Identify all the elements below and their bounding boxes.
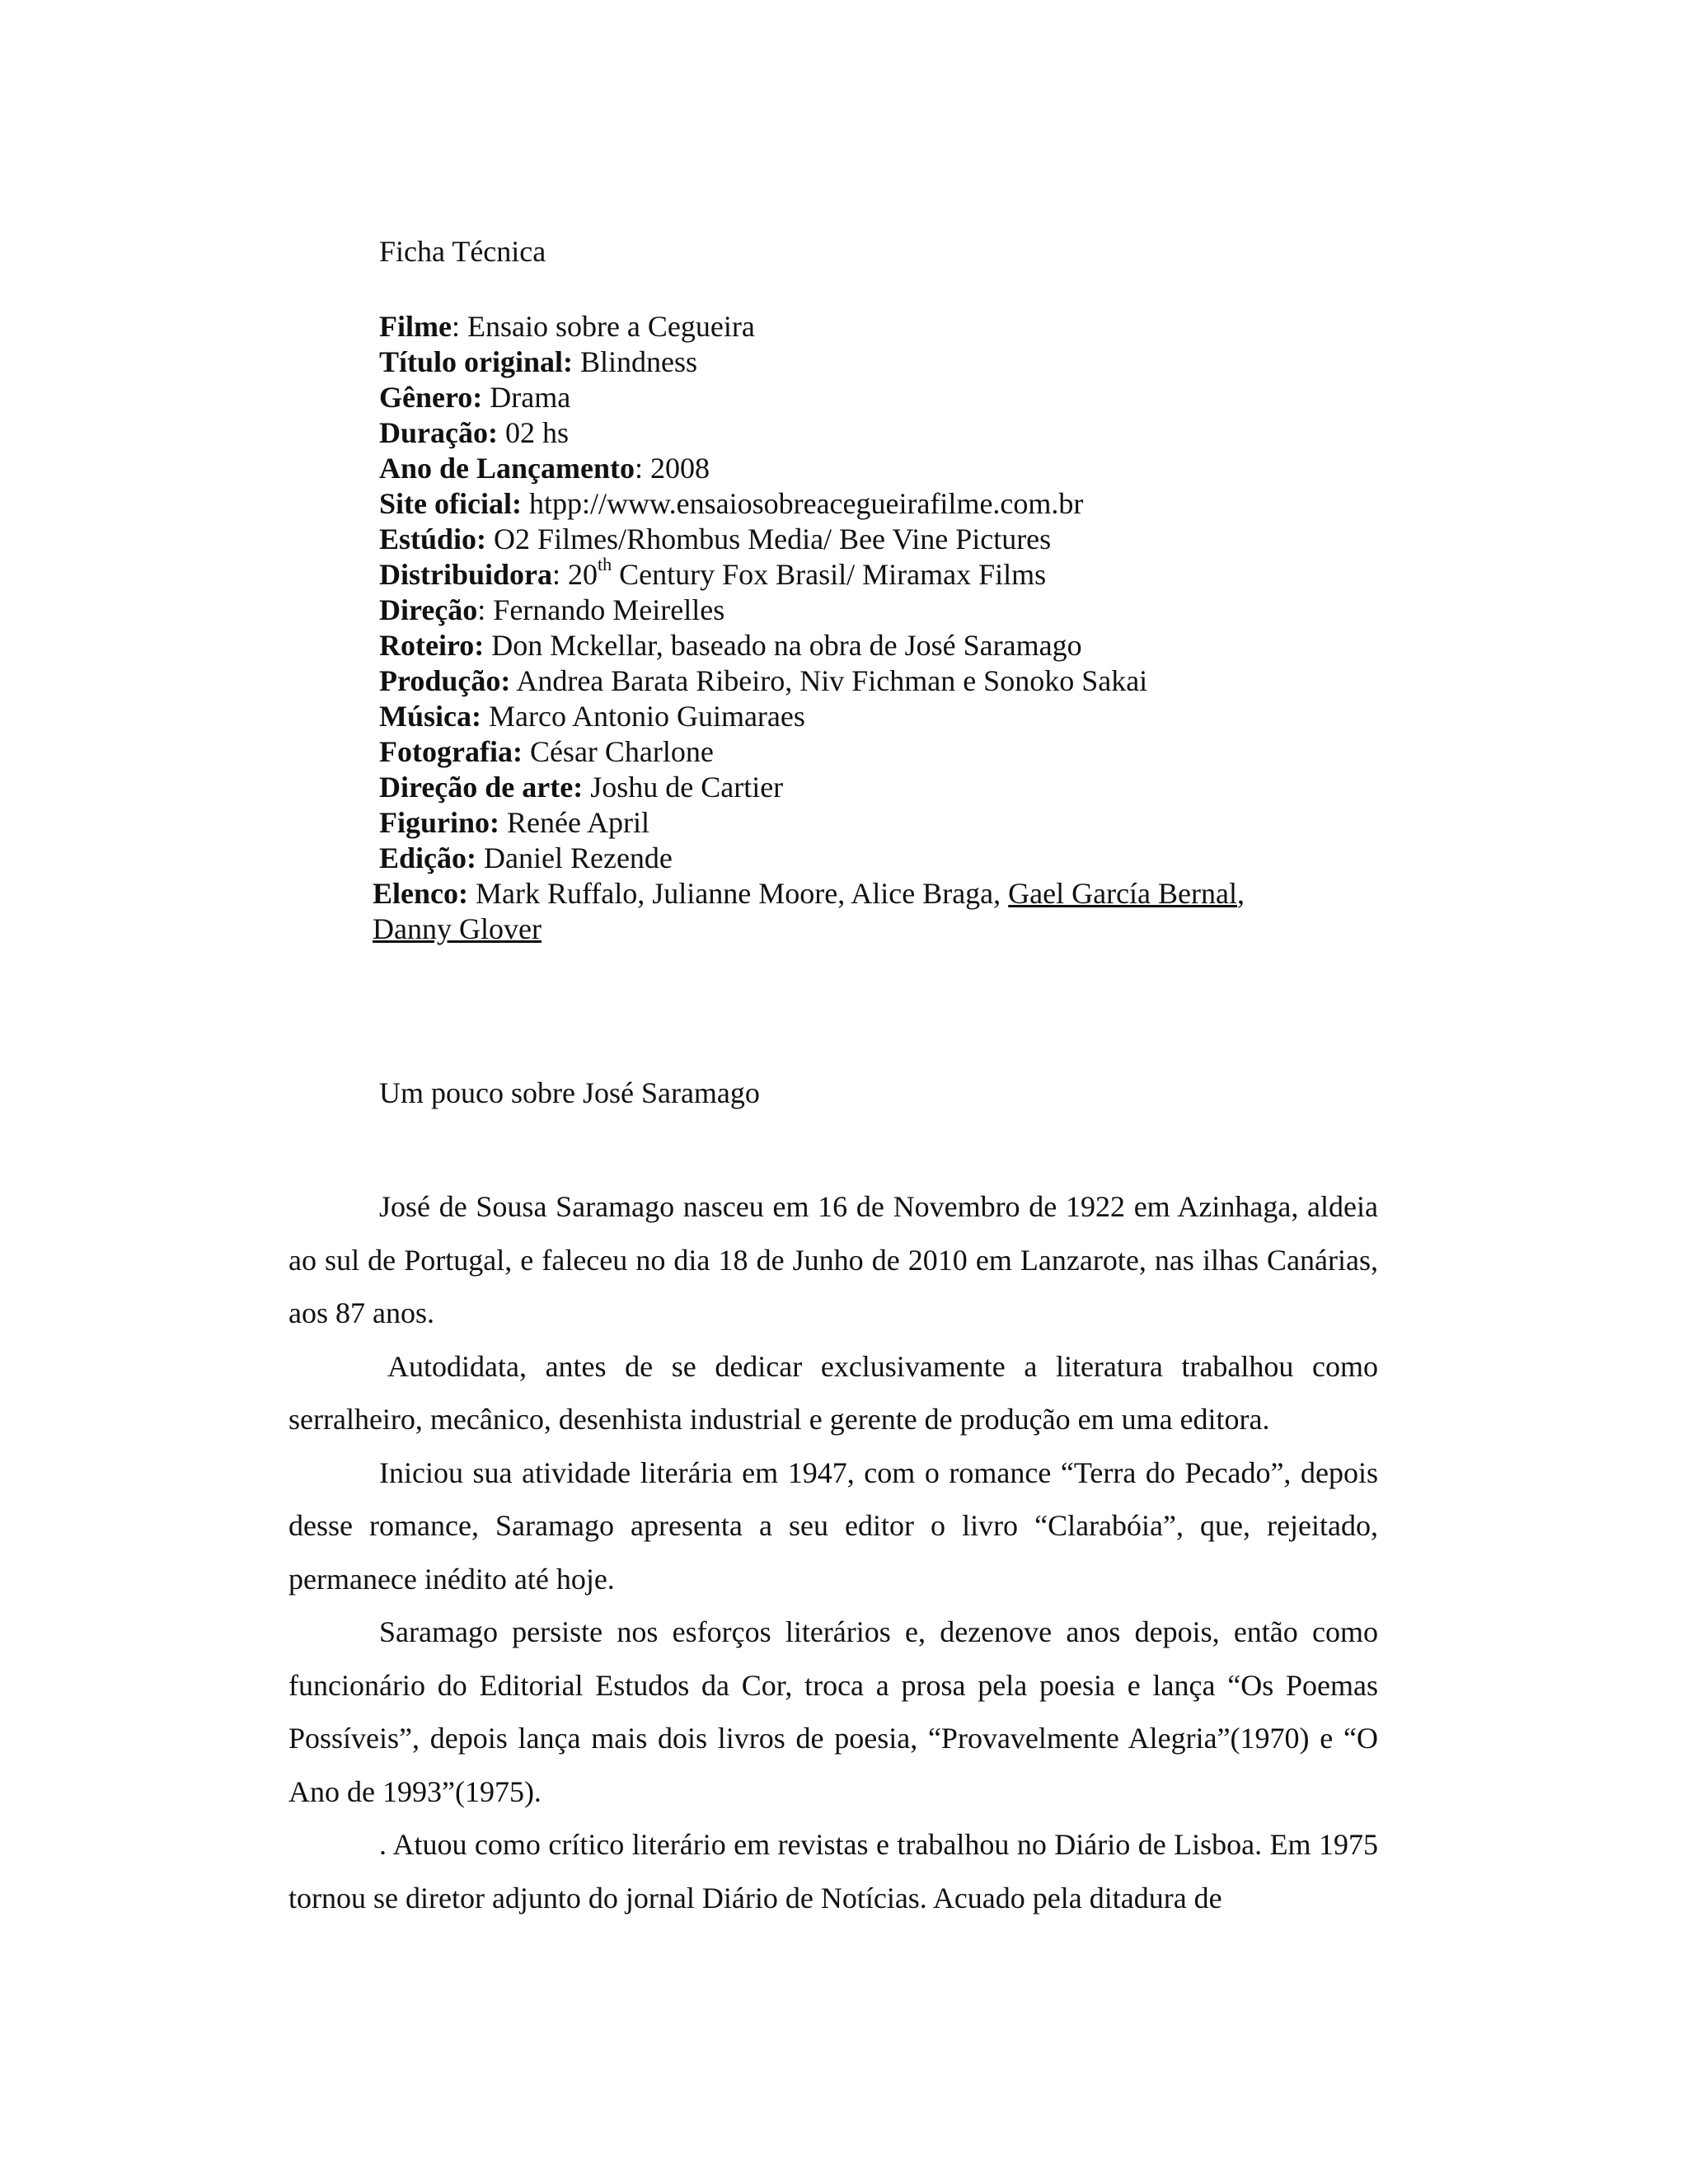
- ficha-value: Marco Antonio Guimaraes: [481, 700, 805, 733]
- ficha-label: Site oficial:: [379, 487, 522, 520]
- biography-paragraph: Saramago persiste nos esforços literários e, dezenove anos depois, então como funcionário do Editorial Estudos da Cor, troca a prosa pela poesia e lança “Os Poemas Possíveis”, depois lança mais dois livros de poesia, “Provavelmente Alegria”(1970) e “O Ano de 1993”(1975).: [288, 1615, 1378, 1808]
- ficha-value: Blindness: [573, 345, 698, 378]
- ficha-tecnica-heading: Ficha Técnica: [379, 235, 546, 268]
- ficha-row-ano: [379, 451, 1401, 486]
- ficha-row-direcao-arte: [379, 770, 1401, 805]
- ficha-value: Renée April: [499, 806, 649, 839]
- ficha-value: Daniel Rezende: [476, 841, 673, 874]
- biography-paragraph: Iniciou sua atividade literária em 1947, com o romance “Terra do Pecado”, depois desse romance, Saramago apresenta a seu editor o livro “Clarabóia”, que, rejeitado, permanece inédito até hoje.: [288, 1455, 1378, 1596]
- ficha-row-producao: [379, 663, 1401, 699]
- elenco-link-gael-garcia-bernal[interactable]: Gael García Bernal: [1008, 877, 1237, 910]
- ficha-row-estudio: [379, 522, 1401, 557]
- ficha-row-edicao: [379, 841, 1401, 876]
- ficha-value: César Charlone: [522, 735, 714, 768]
- ficha-row-distribuidora: [379, 554, 1401, 593]
- ficha-value: Mark Ruffalo, Julianne Moore, Alice Braga,: [467, 877, 1009, 910]
- ficha-row-elenco-continued: [373, 912, 1401, 947]
- ficha-row-site: [379, 486, 1401, 522]
- ficha-label: Título original:: [379, 345, 574, 378]
- ficha-value: Don Mckellar, baseado na obra de José Saramago: [484, 629, 1082, 662]
- ficha-label: Produção:: [379, 664, 511, 697]
- ficha-row-filme: [379, 309, 1401, 344]
- section-heading: Um pouco sobre José Saramago: [379, 1076, 760, 1109]
- ficha-label: Distribuidora: [379, 558, 553, 591]
- ficha-label: Direção de arte:: [379, 771, 584, 804]
- ficha-value: ,: [1237, 877, 1245, 910]
- ficha-value: Joshu de Cartier: [583, 771, 784, 804]
- ficha-row-genero: [379, 380, 1401, 415]
- ficha-value: 02 hs: [497, 416, 569, 449]
- ficha-row-roteiro: [379, 628, 1401, 663]
- ficha-value: : 20: [552, 558, 598, 591]
- ficha-row-fotografia: [379, 734, 1401, 770]
- ficha-value: Drama: [482, 381, 571, 414]
- ficha-label: Filme: [379, 310, 452, 343]
- ficha-label: Elenco:: [373, 877, 468, 910]
- ficha-tecnica-list: [373, 309, 1401, 947]
- ficha-label: Figurino:: [379, 806, 500, 839]
- biography-paragraph: . Atuou como crítico literário em revistas e trabalhou no Diário de Lisboa. Em 1975 tornou se diretor adjunto do jornal Diário de Notícias. Acuado pela ditadura de: [288, 1828, 1378, 1915]
- ficha-label: Duração:: [379, 416, 498, 449]
- biography-body: [288, 1180, 1378, 1924]
- ficha-label: Roteiro:: [379, 629, 485, 662]
- ficha-label: Fotografia:: [379, 735, 523, 768]
- biography-paragraph: Autodidata, antes de se dedicar exclusivamente a literatura trabalhou como serralheiro, mecânico, desenhista industrial e gerente de produção em uma editora.: [288, 1349, 1378, 1436]
- ficha-value: Century Fox Brasil/ Miramax Films: [612, 558, 1047, 591]
- ficha-label: Estúdio:: [379, 523, 487, 555]
- ficha-value: : Ensaio sobre a Cegueira: [451, 310, 755, 343]
- ficha-label: Edição:: [379, 841, 477, 874]
- ficha-label: Direção: [379, 593, 478, 626]
- ficha-value: O2 Filmes/Rhombus Media/ Bee Vine Pictures: [486, 523, 1052, 555]
- ficha-label: Música:: [379, 700, 481, 733]
- elenco-link-danny-glover[interactable]: Danny Glover: [373, 912, 542, 945]
- ficha-value: Andrea Barata Ribeiro, Niv Fichman e Sonoko Sakai: [510, 664, 1148, 697]
- ordinal-superscript: th: [598, 554, 612, 574]
- ficha-value: : Fernando Meirelles: [477, 593, 725, 626]
- ficha-value: : 2008: [635, 452, 710, 485]
- ficha-row-musica: [379, 699, 1401, 734]
- ficha-row-titulo: [379, 344, 1401, 380]
- ficha-row-figurino: [379, 805, 1401, 841]
- ficha-row-duracao: [379, 415, 1401, 451]
- ficha-label: Ano de Lançamento: [379, 452, 635, 485]
- ficha-row-elenco: [373, 876, 1401, 912]
- ficha-value: htpp://www.ensaiosobreacegueirafilme.com.br: [521, 487, 1084, 520]
- ficha-label: Gênero:: [379, 381, 483, 414]
- ficha-row-direcao: [379, 593, 1401, 628]
- biography-paragraph: José de Sousa Saramago nasceu em 16 de Novembro de 1922 em Azinhaga, aldeia ao sul de Portugal, e faleceu no dia 18 de Junho de 2010 em Lanzarote, nas ilhas Canárias, aos 87 anos.: [288, 1190, 1378, 1329]
